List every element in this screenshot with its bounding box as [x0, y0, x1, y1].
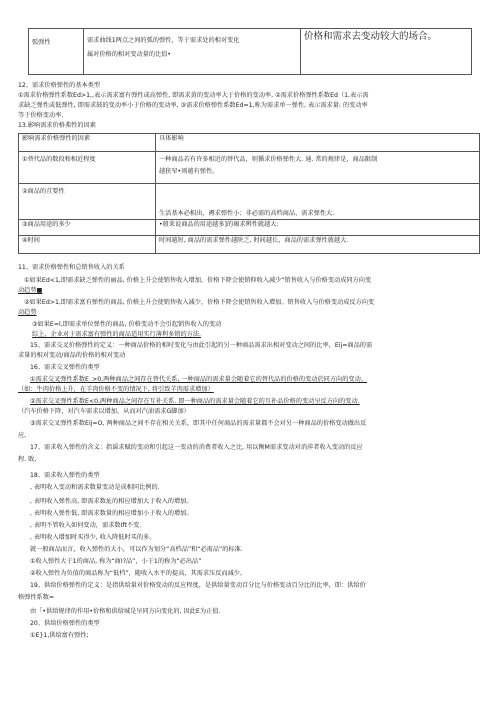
factor-table-header-factor: 影响需求价格弹性的因素: [19, 134, 156, 152]
section-15-line-2: 求量的相对变动/商品的价格的相对变动: [18, 352, 126, 359]
top-table: [28, 28, 472, 75]
section-18-line-5: , 表明收入增加时买得少, 收入降低时买的多。: [30, 534, 156, 541]
section-16-line-6: 应,: [18, 432, 27, 439]
section-18-line-3: , 表明收入弹性低, 即需求数量的相应增加小于收入的增加。: [30, 510, 193, 517]
section-18-line-8: ②收入弹性为负值的商品称为“低档”，随收入水平的提高，其需求压反而减少。: [30, 570, 247, 577]
section-20-title: 20、供给价格弹性的类型: [30, 620, 100, 627]
section-13-title: 13.影响需求价格弗性的因素: [18, 122, 96, 129]
factor-importance: ②商品的苴要性: [19, 184, 156, 220]
section-12-title: 12、需求价格弹性的基本类型: [18, 82, 101, 89]
section-18-line-6: 就一般商品而言，收入弹性的大小，可以作为划分“高档品”和“必需品”的标准.: [30, 546, 243, 553]
section-18-title: 18、需求收入弹性的类型: [30, 472, 100, 479]
section-19-line-1: 19、供给价格弹性的定义：是指供给量对价格变动的反应程度，是供给量变动百分比与价格变动百分比的比率，即：供给价: [30, 582, 366, 589]
factor-importance-effect: 生活基本必相出，褥求弹性小；非必需的高档商品，需求弹性大.: [156, 184, 480, 220]
factor-table: [18, 133, 480, 254]
section-17-line-1: 17、需求收入弹性的含义：指谣求赋的变动和引起这一变动的消费者收入之比, 用以衡M需求变动对消萍者收入变动的反应: [30, 444, 363, 451]
factor-substitutes-effect: [156, 152, 480, 184]
section-20-line-1: ①E}1,供给富有弹性;: [30, 632, 89, 639]
definition-line-1: 需求曲线1两点之间的弧的弹性，等于需求处的相对变化: [87, 37, 240, 44]
section-19-line-3: 由「•供给规律的作用•价格和供给城是呈同方向变化的, 因此E为正值.: [30, 608, 221, 615]
factor-substitutes-effect-line-1: 一种商品若有许多相近的替代品，则循求价格弹性大. 通. 常的规律是，商品限制: [159, 156, 378, 163]
section-16-title: 16、需求交叉弹性的类型: [30, 364, 100, 371]
factor-time-effect: 时间越短, 商品的需求弹性越陕乏, 时间越长，商品的需求弹性就越大.: [156, 236, 480, 254]
section-11-line-4: 动趋势: [18, 309, 37, 316]
section-12-line-2: 求缺乏弹性或低弹性, 即需求鼓的变动率小于价格的变动率, ③需求价格弹性系数Ed=1,称为需求单一弹性, 表示需求量: 的变动率: [18, 102, 368, 109]
factor-table-header-effect: 具体影响: [156, 134, 480, 152]
section-11-line-2: 动趋势■: [18, 287, 43, 294]
section-16-line-3: ②需求交叉弹性系数E<0,两种商品之间存在互补关系. 即一种商品的需求量会随着它的互补品价格的变动呈反方向的变动.: [30, 398, 360, 405]
section-11-line-6: 综上，企业对于需求富有弹性的商品适用实行薄利多销的方法.: [32, 331, 202, 338]
factor-substitutes-effect-line-2: 越狭窄•则越有弹性。: [159, 167, 219, 175]
section-16-line-1: ①需求交叉弹性系数E_>0,两种商品之间存在替代关系, 一种商品的需求量会随着它的替代品的价格的变动於同方向的变动。: [30, 376, 367, 383]
factor-uses-effect: •般来说商品的用途越多]的褐求辨性就越大:: [156, 220, 480, 236]
section-17-line-2: 程. 敗,: [18, 456, 37, 463]
section-16-line-2: （如：牛肉价格上升，在羊肉价格不变的情况下, 将引致羊肉需求增加）: [18, 386, 214, 393]
top-table-cell-definition: [84, 29, 301, 75]
section-18-line-2: , 表明收入弹性高, 即需求数址的相应增加大于收入的增加。: [30, 498, 193, 505]
section-12-line-1: ①需求价格弹性系数Ed>1,,表示需求富有弹性或高弹性, 即需求黄的变动率大于价格的变动率, ②需求价格弹性系数Ed（1,表示需: [18, 92, 369, 99]
section-11-title: 11、需求价格弹性和总销售收入的关系: [18, 264, 125, 271]
section-16-line-5: ③需求交叉弹性系数Eij=O, 两种商品之间不存在相关关系，即其中任何商品的需求量都不会对另一种商品的价格变动做出反: [30, 420, 367, 427]
definition-line-2: 属对价格的相对变动量的比值•: [87, 50, 172, 58]
section-16-line-4: （汽车价格下降，对汽车需求以增加，从而对汽油需求G脚加）: [18, 408, 190, 415]
section-12-line-3: 等于价格变动率.: [18, 112, 64, 119]
section-18-line-1: , 表明收入变动和需求数量变动是成相同比例的.: [30, 484, 160, 491]
section-11-line-5: ③如果E=l,即需求单位弹性的商品, 价格变动不会引起销售收入的变动: [32, 321, 222, 328]
top-table-cell-term: 弧弹性: [29, 29, 84, 75]
section-11-line-3: ②如果Ed>1,即需求富有弹性的商品, 价格上升会使销售收入减少，价格下降会使销售收入增加。销售收入与价格变动成反方向变: [24, 299, 375, 306]
factor-uses: ③商品用途的多少: [19, 220, 156, 236]
top-table-cell-usage: 价格和需求去变动较大的场合。: [301, 29, 472, 75]
factor-substitutes: ①替代品的数段和相近程度: [19, 152, 156, 184]
section-11-line-1: ①如果Ed<1,即需求缺乏弹性的丽品, 价格上升会使销售收入增加，价格下降会使销仰收入减少“销售收入与价格变动成同方向变: [24, 277, 372, 284]
section-15-line-1: 15、需求交叉价格弹性的定义：一种商品价格的相吋变化与由此引起的另一种商品需求出相对变动之间的比率，Eij=商品的需: [30, 342, 373, 349]
factor-time: ④时间: [19, 236, 156, 254]
section-18-line-7: ①收入弹性大于1的商品, 称为“商I?品”，小于1的称为“必出品”: [30, 558, 202, 565]
section-19-line-2: 格弹性系数=: [18, 594, 55, 601]
section-18-line-4: , 表明不管收入如何变动，需求数Ift不变.: [30, 522, 142, 529]
